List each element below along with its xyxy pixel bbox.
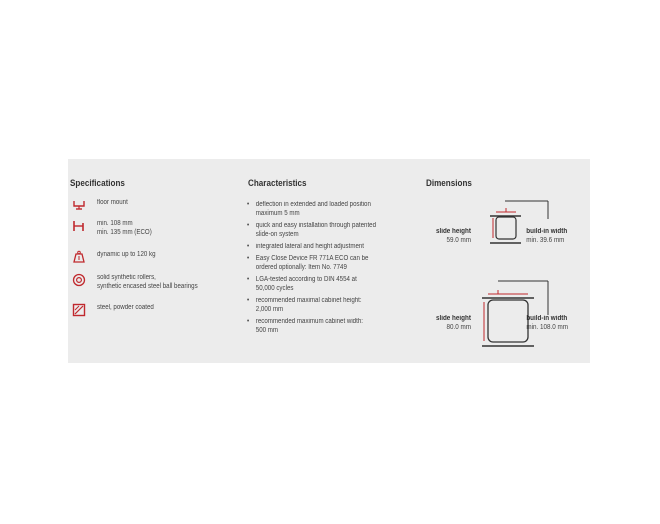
dim2-build-in-width bbox=[526, 314, 568, 332]
spec-text-material: steel, powder coated bbox=[97, 304, 154, 311]
spec-item-floor-mount bbox=[68, 198, 132, 212]
dim2-slide-height-value: 80.0 mm bbox=[446, 324, 471, 331]
roller-bearing-icon bbox=[72, 273, 86, 287]
dim1-build-in-label: build-in width bbox=[526, 228, 568, 235]
load-weight-icon bbox=[72, 250, 86, 264]
dim2-build-in-label: build-in width bbox=[526, 315, 568, 322]
dim2-build-in-value: min. 108.0 mm bbox=[526, 324, 568, 331]
dim1-build-in-width bbox=[526, 227, 567, 245]
spec-text-rollers: solid synthetic rollers, synthetic encased steel ball bearings bbox=[97, 274, 198, 290]
material-icon bbox=[72, 303, 86, 317]
characteristic-item: • LGA-tested according to DIN 4554 at 50,000 cycles bbox=[247, 275, 376, 293]
characteristic-item: • Easy Close Device FR 771A ECO can be ordered optionally: Item No. 7749 bbox=[247, 254, 376, 272]
characteristic-item: • recommended maximal cabinet height: 2,000 mm bbox=[247, 296, 376, 314]
characteristic-item: • deflection in extended and loaded position maximum 5 mm bbox=[247, 200, 376, 218]
dimensions-heading: Dimensions bbox=[426, 178, 472, 188]
characteristic-item: • quick and easy installation through patented slide-on system bbox=[247, 221, 376, 239]
spec-text-load: dynamic up to 120 kg bbox=[97, 251, 156, 258]
dim1-slide-height-label: slide height bbox=[435, 228, 471, 235]
specifications-heading: Specifications bbox=[70, 178, 125, 188]
spec-text-height: min. 108 mm min. 135 mm (ECO) bbox=[97, 220, 152, 236]
characteristic-item: • integrated lateral and height adjustment bbox=[247, 242, 376, 251]
dim2-slide-height-label: slide height bbox=[435, 315, 471, 322]
spec-item-material bbox=[68, 303, 162, 317]
dim1-build-in-value: min. 39.6 mm bbox=[526, 237, 565, 244]
height-range-icon bbox=[72, 219, 86, 233]
spec-text-floor-mount: floor mount bbox=[97, 199, 128, 206]
product-info-panel bbox=[68, 159, 590, 363]
spec-item-height bbox=[68, 219, 159, 237]
characteristic-item: • recommended maximum cabinet width: 500 mm bbox=[247, 317, 376, 335]
spec-item-rollers bbox=[68, 273, 211, 291]
spec-item-load bbox=[68, 250, 164, 264]
dim1-slide-height bbox=[436, 227, 471, 245]
characteristics-heading: Characteristics bbox=[248, 178, 307, 188]
dim1-slide-height-value: 59.0 mm bbox=[446, 237, 471, 244]
dim2-slide-height bbox=[436, 314, 471, 332]
characteristics-list bbox=[247, 200, 394, 338]
floor-mount-icon bbox=[72, 198, 86, 212]
